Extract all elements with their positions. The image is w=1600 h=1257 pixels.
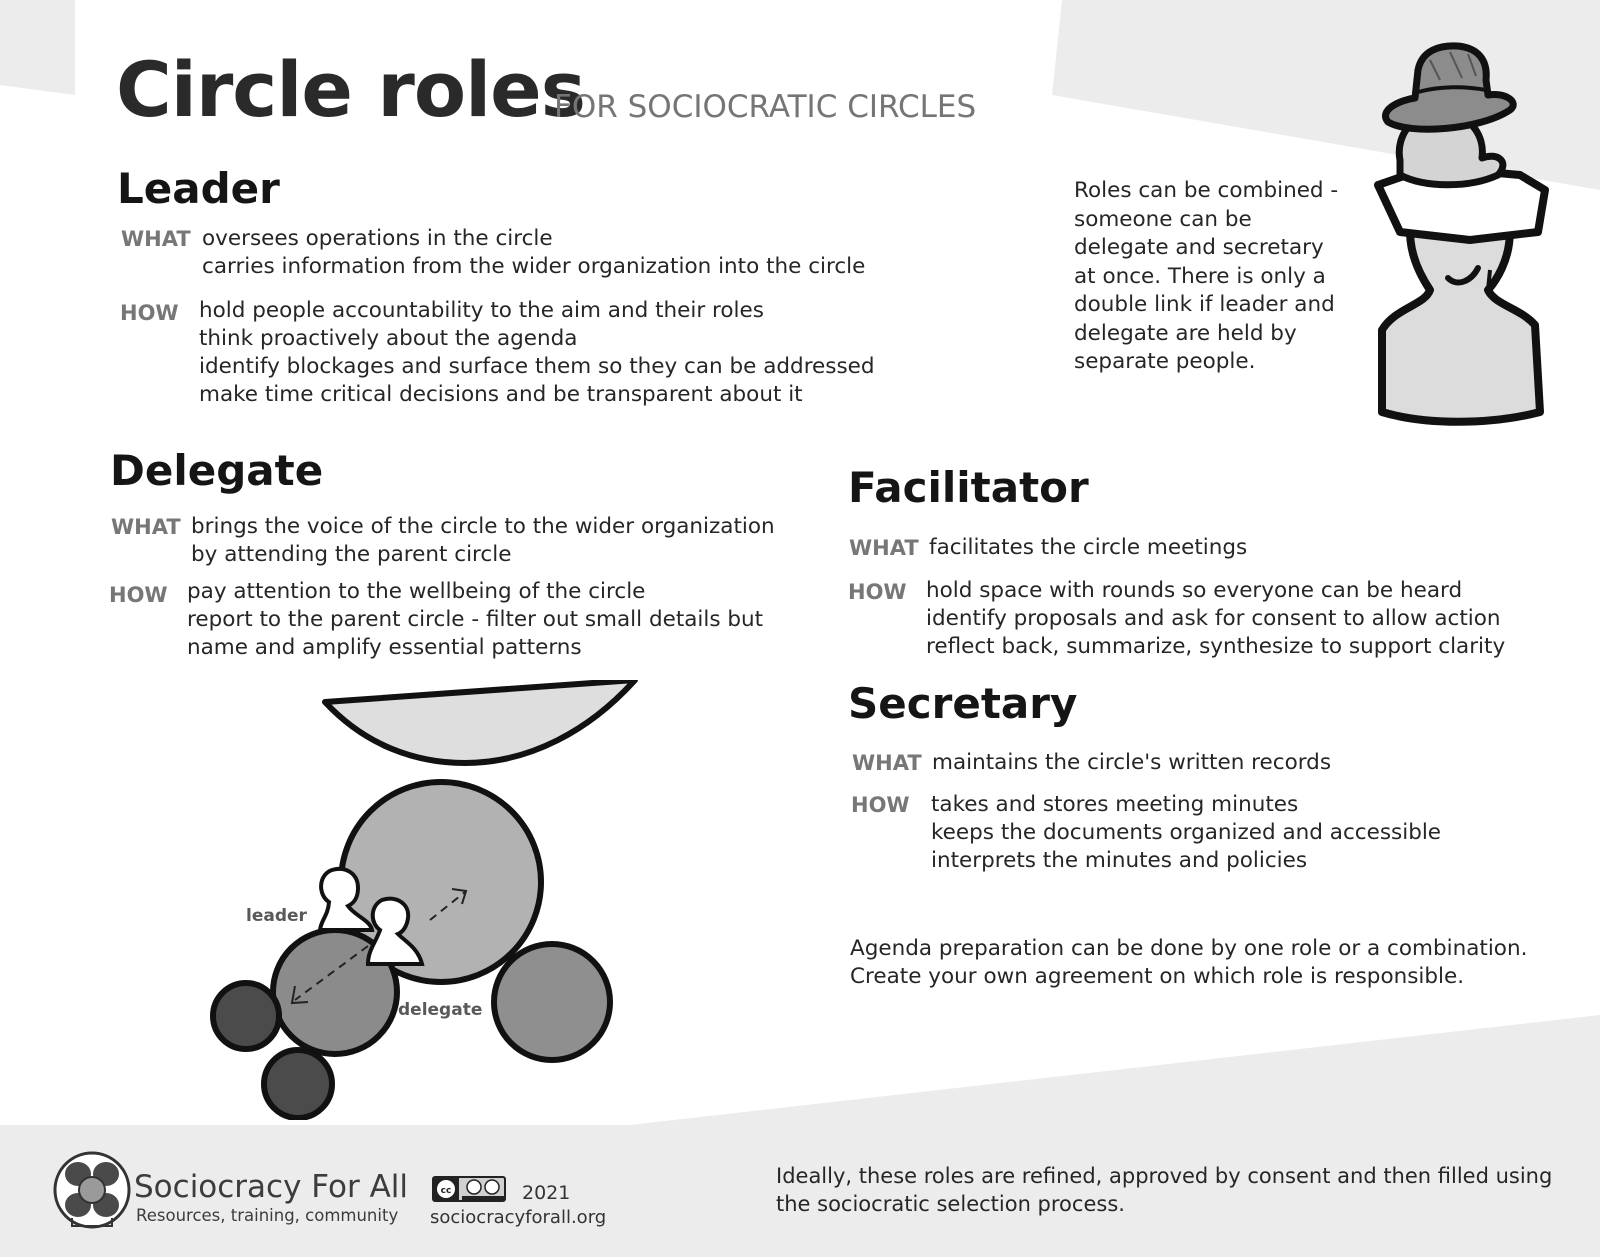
leader-what-text — [202, 225, 865, 281]
leader-what-label: WHAT — [121, 227, 191, 251]
footer-note — [776, 1162, 1552, 1218]
facilitator-what-line: facilitates the circle meetings — [929, 535, 1248, 560]
secretary-how-line: takes and stores meeting minutes — [931, 792, 1299, 817]
svg-text:cc: cc — [440, 1186, 452, 1196]
agenda-note-line: Agenda preparation can be done by one role or a combination. — [850, 936, 1528, 961]
page-subtitle: FOR SOCIOCRATIC CIRCLES — [554, 89, 977, 125]
secretary-heading: Secretary — [848, 679, 1078, 728]
leader-how-line: think proactively about the agenda — [199, 326, 578, 351]
delegate-how-line: pay attention to the wellbeing of the circle — [187, 579, 646, 604]
footer-note-line: Ideally, these roles are refined, approved by consent and then filled using — [776, 1164, 1553, 1188]
footer-note-line: the sociocratic selection process. — [776, 1192, 1125, 1216]
secretary-how-line: interprets the minutes and policies — [931, 848, 1308, 873]
leader-figure-label: leader — [246, 906, 307, 926]
page-title: Circle roles — [116, 45, 585, 134]
hat-figure-illustration — [1370, 40, 1550, 440]
leader-what-line: oversees operations in the circle — [202, 226, 553, 251]
secretary-how-label: HOW — [851, 793, 910, 817]
delegate-how-label: HOW — [109, 583, 168, 607]
circles-illustration — [200, 680, 640, 1120]
facilitator-heading: Facilitator — [848, 463, 1089, 512]
delegate-what-line: by attending the parent circle — [191, 542, 512, 567]
leader-how-label: HOW — [120, 301, 179, 325]
facilitator-how-line: identify proposals and ask for consent to allow action — [926, 606, 1501, 631]
agenda-note — [850, 935, 1527, 991]
delegate-heading: Delegate — [110, 446, 324, 495]
leader-how-line: make time critical decisions and be transparent about it — [199, 382, 803, 407]
secretary-what-line: maintains the circle's written records — [932, 750, 1332, 775]
leader-how-line: identify blockages and surface them so they can be addressed — [199, 354, 875, 379]
delegate-what-line: brings the voice of the circle to the wider organization — [191, 514, 775, 539]
facilitator-how-line: reflect back, summarize, synthesize to support clarity — [926, 634, 1506, 659]
leader-heading: Leader — [117, 164, 280, 213]
leader-how-line: hold people accountability to the aim and their roles — [199, 298, 764, 323]
facilitator-how-label: HOW — [848, 580, 907, 604]
leader-how-text — [199, 297, 875, 409]
facilitator-how-text — [926, 577, 1505, 661]
facilitator-what-label: WHAT — [849, 536, 919, 560]
license-year: 2021 — [522, 1182, 571, 1204]
site-url-link[interactable]: sociocracyforall.org — [430, 1207, 607, 1228]
facilitator-what-text — [929, 534, 1247, 562]
delegate-what-label: WHAT — [111, 515, 181, 539]
secretary-how-line: keeps the documents organized and accessible — [931, 820, 1442, 845]
org-tagline: Resources, training, community — [136, 1206, 399, 1225]
delegate-how-text — [187, 578, 763, 662]
facilitator-how-line: hold space with rounds so everyone can be heard — [926, 578, 1463, 603]
secretary-what-text — [932, 749, 1331, 777]
delegate-how-line: name and amplify essential patterns — [187, 635, 582, 660]
roles-combined-note: Roles can be combined - someone can be delegate and secretary at once. There is only a double link if leader and delegate are held by separate people. — [1074, 178, 1339, 374]
delegate-what-text — [191, 513, 775, 569]
org-name: Sociocracy For All — [134, 1169, 409, 1205]
sociocracy-logo-icon — [52, 1150, 132, 1230]
cc-license-badge-icon — [432, 1176, 506, 1202]
leader-what-line: carries information from the wider organization into the circle — [202, 254, 866, 279]
agenda-note-line: Create your own agreement on which role is responsible. — [850, 964, 1465, 989]
secretary-how-text — [931, 791, 1441, 875]
secretary-what-label: WHAT — [852, 751, 922, 775]
delegate-figure-label: delegate — [398, 1000, 483, 1020]
delegate-how-line: report to the parent circle - filter out small details but — [187, 607, 764, 632]
